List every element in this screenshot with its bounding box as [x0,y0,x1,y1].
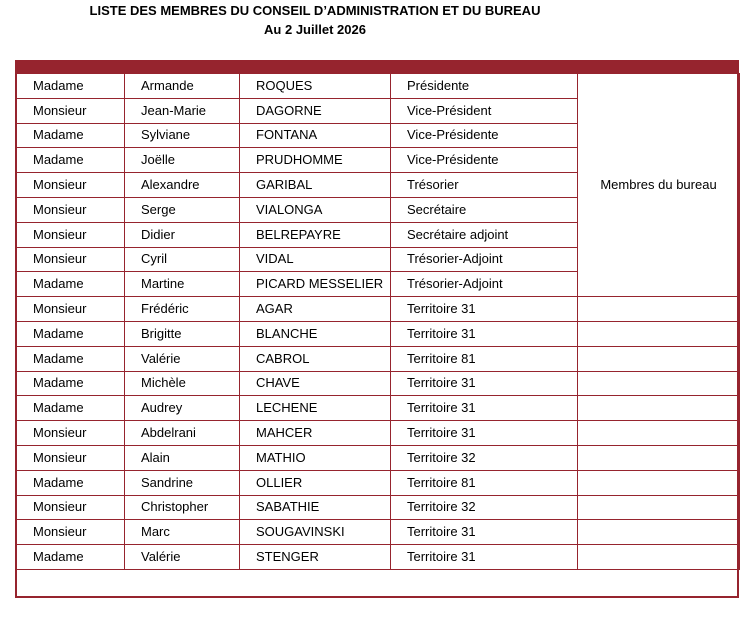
cell-prenom: Sandrine [125,470,240,495]
cell-fonction: Territoire 32 [391,495,578,520]
cell-nom: LECHENE [240,396,391,421]
cell-civilite: Madame [17,545,125,570]
cell-empty [578,545,740,570]
cell-empty [578,470,740,495]
cell-prenom: Alain [125,445,240,470]
cell-nom: BELREPAYRE [240,222,391,247]
cell-civilite: Monsieur [17,445,125,470]
cell-prenom: Didier [125,222,240,247]
cell-civilite: Madame [17,321,125,346]
cell-prenom: Cyril [125,247,240,272]
table-row [17,445,740,470]
cell-civilite: Monsieur [17,247,125,272]
cell-nom: OLLIER [240,470,391,495]
cell-fonction: Vice-Présidente [391,148,578,173]
cell-empty [578,421,740,446]
cell-nom: CABROL [240,346,391,371]
cell-nom: ROQUES [240,74,391,99]
cell-empty [578,297,740,322]
cell-fonction: Présidente [391,74,578,99]
cell-nom: FONTANA [240,123,391,148]
cell-fonction: Territoire 31 [391,371,578,396]
cell-prenom: Frédéric [125,297,240,322]
cell-prenom: Christopher [125,495,240,520]
table-row [17,396,740,421]
cell-fonction: Territoire 31 [391,520,578,545]
cell-civilite: Monsieur [17,222,125,247]
cell-civilite: Monsieur [17,173,125,198]
cell-prenom: Valérie [125,346,240,371]
cell-fonction: Territoire 81 [391,346,578,371]
cell-fonction: Territoire 31 [391,396,578,421]
table-row [17,346,740,371]
cell-nom: AGAR [240,297,391,322]
cell-fonction: Vice-Président [391,98,578,123]
cell-prenom: Michèle [125,371,240,396]
cell-nom: VIDAL [240,247,391,272]
cell-nom: SABATHIE [240,495,391,520]
members-table [16,73,740,570]
bureau-group-label: Membres du bureau [578,74,740,297]
cell-prenom: Jean-Marie [125,98,240,123]
cell-fonction: Territoire 31 [391,421,578,446]
cell-civilite: Monsieur [17,197,125,222]
cell-fonction: Territoire 81 [391,470,578,495]
cell-prenom: Serge [125,197,240,222]
cell-nom: PRUDHOMME [240,148,391,173]
cell-empty [578,520,740,545]
cell-civilite: Monsieur [17,495,125,520]
cell-empty [578,371,740,396]
cell-prenom: Alexandre [125,173,240,198]
table-row [17,470,740,495]
table-row [17,421,740,446]
cell-prenom: Brigitte [125,321,240,346]
cell-civilite: Monsieur [17,421,125,446]
cell-fonction: Territoire 31 [391,321,578,346]
cell-fonction: Trésorier-Adjoint [391,247,578,272]
cell-prenom: Abdelrani [125,421,240,446]
cell-fonction: Trésorier-Adjoint [391,272,578,297]
cell-prenom: Armande [125,74,240,99]
cell-prenom: Audrey [125,396,240,421]
cell-nom: DAGORNE [240,98,391,123]
cell-nom: SOUGAVINSKI [240,520,391,545]
cell-empty [578,346,740,371]
cell-prenom: Marc [125,520,240,545]
cell-civilite: Madame [17,148,125,173]
cell-civilite: Monsieur [17,297,125,322]
cell-civilite: Monsieur [17,98,125,123]
cell-fonction: Territoire 32 [391,445,578,470]
document-title: LISTE DES MEMBRES DU CONSEIL D’ADMINISTRATION ET DU BUREAU [89,3,541,18]
cell-empty [578,445,740,470]
cell-empty [578,321,740,346]
cell-nom: VIALONGA [240,197,391,222]
cell-civilite: Madame [17,272,125,297]
cell-empty [578,396,740,421]
cell-civilite: Monsieur [17,520,125,545]
cell-nom: MAHCER [240,421,391,446]
cell-prenom: Valérie [125,545,240,570]
table-row [17,495,740,520]
cell-fonction: Secrétaire [391,197,578,222]
cell-civilite: Madame [17,74,125,99]
table-row [17,520,740,545]
cell-nom: MATHIO [240,445,391,470]
cell-fonction: Trésorier [391,173,578,198]
members-table-body [17,74,740,570]
cell-civilite: Madame [17,396,125,421]
cell-nom: PICARD MESSELIER [240,272,391,297]
cell-prenom: Martine [125,272,240,297]
cell-fonction: Territoire 31 [391,297,578,322]
cell-fonction: Secrétaire adjoint [391,222,578,247]
cell-civilite: Madame [17,470,125,495]
cell-civilite: Madame [17,371,125,396]
table-row [17,74,740,99]
cell-nom: STENGER [240,545,391,570]
table-row [17,545,740,570]
cell-nom: CHAVE [240,371,391,396]
document-date: Au 2 Juillet 2026 [264,22,366,37]
cell-fonction: Vice-Présidente [391,123,578,148]
cell-nom: BLANCHE [240,321,391,346]
cell-prenom: Sylviane [125,123,240,148]
cell-prenom: Joëlle [125,148,240,173]
cell-fonction: Territoire 31 [391,545,578,570]
table-row [17,321,740,346]
table-row [17,297,740,322]
cell-civilite: Madame [17,346,125,371]
cell-civilite: Madame [17,123,125,148]
table-row [17,371,740,396]
cell-nom: GARIBAL [240,173,391,198]
cell-empty [578,495,740,520]
